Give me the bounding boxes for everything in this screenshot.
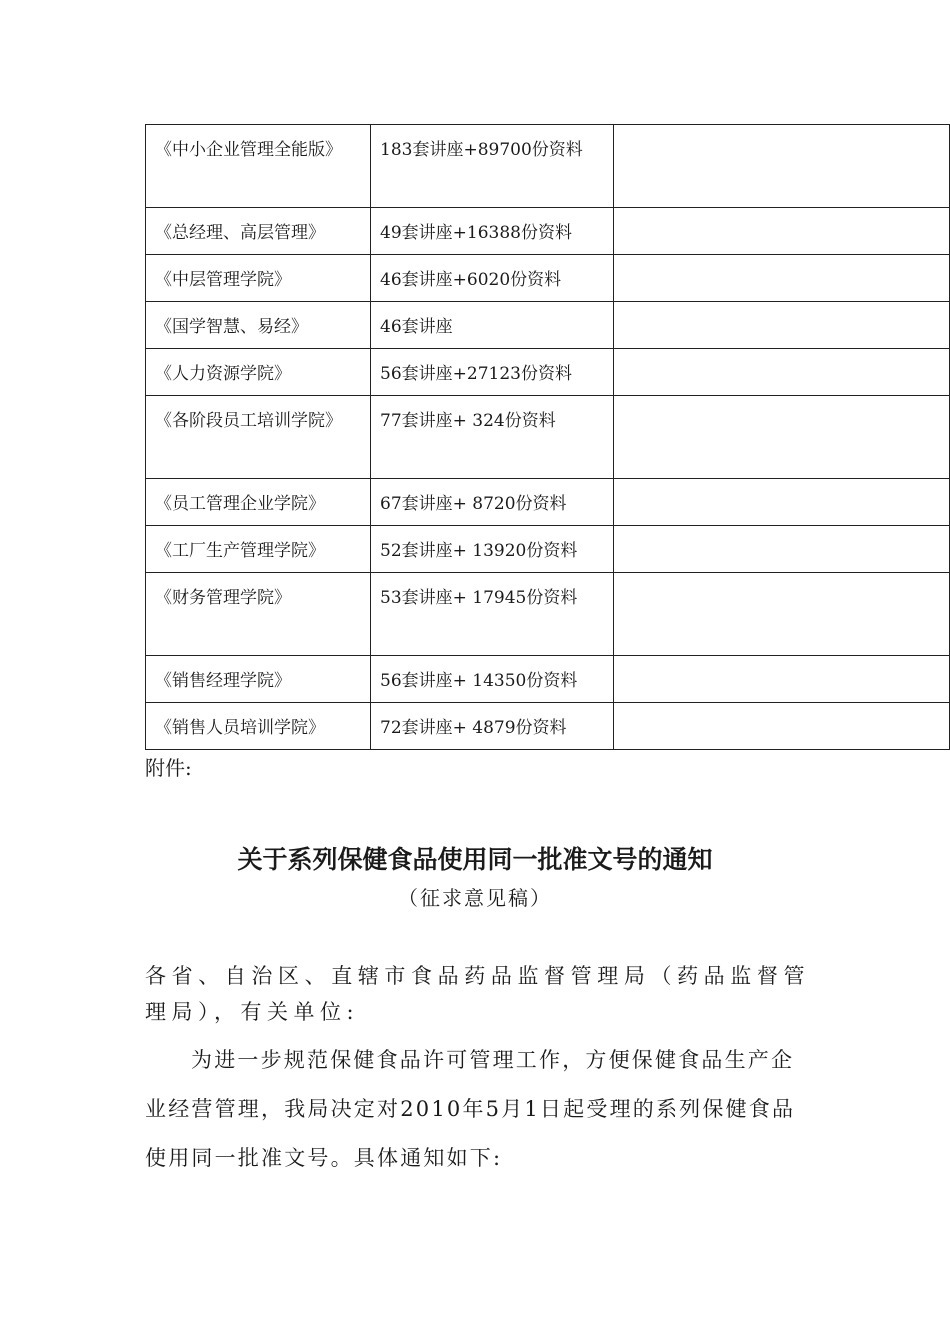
course-note-cell (614, 526, 950, 573)
course-name-cell: 《总经理、高层管理》 (146, 208, 371, 255)
table-row (146, 396, 950, 479)
course-note-cell (614, 255, 950, 302)
course-name-cell: 《销售人员培训学院》 (146, 703, 371, 750)
course-name-cell: 《中层管理学院》 (146, 255, 371, 302)
course-name-cell: 《国学智慧、易经》 (146, 302, 371, 349)
course-name-cell: 《工厂生产管理学院》 (146, 526, 371, 573)
addressee-paragraph: 各省、自治区、直辖市食品药品监督管理局（药品监督管理局），有关单位: (145, 964, 810, 1024)
table-row (146, 479, 950, 526)
course-content-cell: 46套讲座 (371, 302, 614, 349)
table-row (146, 526, 950, 573)
body-paragraph: 为进一步规范保健食品许可管理工作，方便保健食品生产企业经营管理，我局决定对2010年5月1日起受理的系列保健食品使用同一批准文号。具体通知如下: (145, 1048, 796, 1170)
table-row (146, 125, 950, 208)
course-content-cell: 72套讲座+ 4879份资料 (371, 703, 614, 750)
notice-subtitle: （征求意见稿） (398, 886, 552, 910)
table-row (146, 349, 950, 396)
course-note-cell (614, 125, 950, 208)
table-row (146, 656, 950, 703)
course-note-cell (614, 349, 950, 396)
course-note-cell (614, 479, 950, 526)
table-row (146, 573, 950, 656)
course-content-cell: 56套讲座+27123份资料 (371, 349, 614, 396)
course-content-cell: 56套讲座+ 14350份资料 (371, 656, 614, 703)
course-name-cell: 《各阶段员工培训学院》 (146, 396, 371, 479)
course-catalog-table (145, 124, 950, 750)
course-note-cell (614, 703, 950, 750)
course-content-cell: 46套讲座+6020份资料 (371, 255, 614, 302)
course-content-cell: 52套讲座+ 13920份资料 (371, 526, 614, 573)
course-name-cell: 《中小企业管理全能版》 (146, 125, 371, 208)
course-note-cell (614, 302, 950, 349)
table-row (146, 703, 950, 750)
course-note-cell (614, 573, 950, 656)
course-content-cell: 49套讲座+16388份资料 (371, 208, 614, 255)
course-content-cell: 183套讲座+89700份资料 (371, 125, 614, 208)
attachment-label: 附件: (145, 756, 192, 780)
course-note-cell (614, 396, 950, 479)
course-name-cell: 《员工管理企业学院》 (146, 479, 371, 526)
course-content-cell: 67套讲座+ 8720份资料 (371, 479, 614, 526)
table-row (146, 302, 950, 349)
table-row (146, 208, 950, 255)
course-note-cell (614, 656, 950, 703)
course-name-cell: 《人力资源学院》 (146, 349, 371, 396)
course-content-cell: 53套讲座+ 17945份资料 (371, 573, 614, 656)
table-row (146, 255, 950, 302)
course-content-cell: 77套讲座+ 324份资料 (371, 396, 614, 479)
notice-title: 关于系列保健食品使用同一批准文号的通知 (237, 845, 713, 874)
course-note-cell (614, 208, 950, 255)
course-name-cell: 《财务管理学院》 (146, 573, 371, 656)
course-name-cell: 《销售经理学院》 (146, 656, 371, 703)
